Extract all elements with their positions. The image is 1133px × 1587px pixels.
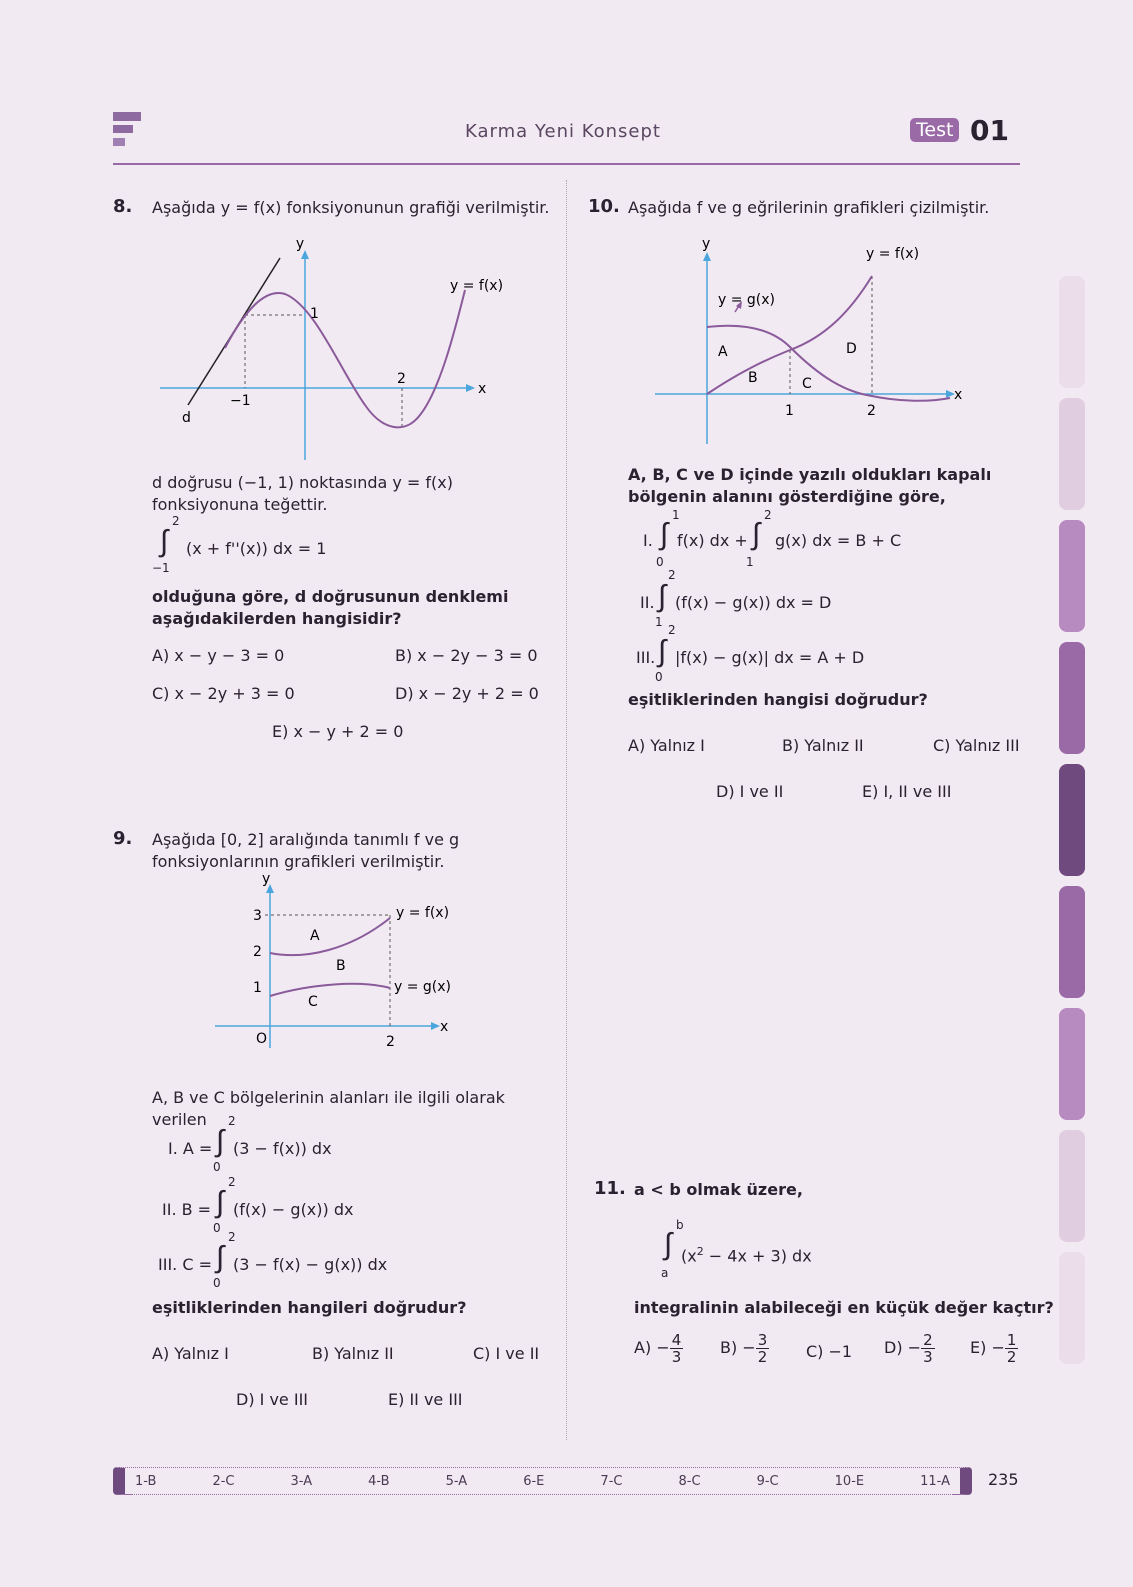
q11-upper: b xyxy=(676,1218,684,1232)
q9-option-e[interactable]: E) II ve III xyxy=(388,1390,463,1409)
q11-option-b-label: B) − xyxy=(720,1338,756,1357)
q10-option-c[interactable]: C) Yalnız III xyxy=(933,736,1020,755)
q11-stem: a < b olmak üzere, xyxy=(634,1180,803,1199)
header-title: Karma Yeni Konsept xyxy=(465,121,661,142)
q10-tick-1: 1 xyxy=(785,403,794,419)
q10-item-2-integrand: (f(x) − g(x)) dx = D xyxy=(675,593,832,612)
side-tab-3 xyxy=(1059,520,1085,632)
q10-item-3-integral: ∫ xyxy=(658,634,667,669)
q8-text1: d doğrusu (−1, 1) noktasında y = f(x) fonksiyonuna teğettir. xyxy=(152,473,454,514)
q10-item-1-i1: f(x) dx + xyxy=(677,531,748,550)
q9-item-2-upper: 2 xyxy=(228,1175,236,1189)
q10-fx-label: y = f(x) xyxy=(866,246,920,262)
q10-stem: Aşağıda f ve g eğrilerinin grafikleri çizilmiştir. xyxy=(628,198,990,217)
side-tab-6 xyxy=(1059,886,1085,998)
q11-option-d-num: 2 xyxy=(923,1331,933,1349)
side-tab-2 xyxy=(1059,398,1085,510)
q11-option-a-num: 4 xyxy=(671,1331,682,1349)
q10-region-a: A xyxy=(718,344,728,360)
q10-option-b[interactable]: B) Yalnız II xyxy=(782,736,864,755)
q10-item-2-integral: ∫ xyxy=(658,579,667,614)
q10-option-d[interactable]: D) I ve II xyxy=(716,782,784,801)
q8-option-c[interactable]: C) x − 2y + 3 = 0 xyxy=(152,684,295,703)
q8-integrand: (x + f''(x)) dx = 1 xyxy=(186,539,327,558)
q10-text1: A, B, C ve D içinde yazılı oldukları kapalı bölgenin alanını gösterdiğine göre, xyxy=(628,465,992,506)
q10-region-c: C xyxy=(802,376,812,392)
q11-option-d[interactable] xyxy=(884,1332,935,1365)
q8-number: 8. xyxy=(113,196,133,217)
q9-item-1-upper: 2 xyxy=(228,1114,236,1128)
side-tab-7 xyxy=(1059,1008,1085,1120)
q11-number: 11. xyxy=(594,1178,626,1199)
q10-question: eşitliklerinden hangisi doğrudur? xyxy=(628,690,928,709)
q9-item-1-integral: ∫ xyxy=(216,1124,225,1159)
q10-option-e[interactable]: E) I, II ve III xyxy=(862,782,952,801)
answer-5: 5-A xyxy=(445,1473,468,1489)
q11-option-a-den: 3 xyxy=(671,1348,682,1366)
q11-option-b-num: 3 xyxy=(757,1331,768,1349)
q10-item-1-l1: 0 xyxy=(656,555,664,569)
q9-graph xyxy=(210,870,460,1050)
answer-9: 9-C xyxy=(756,1473,779,1489)
q10-item-1-label: I. xyxy=(643,531,653,550)
q8-tick-minus1: −1 xyxy=(230,393,251,409)
answer-4: 4-B xyxy=(368,1473,390,1489)
q11-integrand-post: − 4x + 3) dx xyxy=(703,1246,812,1266)
q9-item-3-upper: 2 xyxy=(228,1230,236,1244)
q10-region-b: B xyxy=(748,370,758,386)
q8-graph xyxy=(150,230,550,465)
q9-item-3-lower: 0 xyxy=(213,1276,221,1290)
q11-integrand xyxy=(681,1241,812,1267)
q9-fx-label: y = f(x) xyxy=(396,905,450,921)
q9-question: eşitliklerinden hangileri doğrudur? xyxy=(152,1298,467,1317)
side-tab-5 xyxy=(1059,764,1085,876)
q10-item-2-label: II. xyxy=(640,593,655,612)
q9-x-label: x xyxy=(440,1019,449,1035)
q11-option-e-den: 2 xyxy=(1006,1348,1017,1366)
q10-item-1-integral-b: ∫ xyxy=(752,517,761,552)
q10-item-2-upper: 2 xyxy=(668,568,676,582)
q8-option-d[interactable]: D) x − 2y + 2 = 0 xyxy=(395,684,539,703)
test-number: 01 xyxy=(970,114,1009,147)
q9-option-c[interactable]: C) I ve II xyxy=(473,1344,540,1363)
q10-region-d: D xyxy=(846,341,857,357)
q11-option-a-label: A) − xyxy=(634,1338,670,1357)
q9-origin: O xyxy=(256,1031,268,1047)
q11-integrand-pre: (x xyxy=(681,1246,697,1266)
q10-item-1-l2: 1 xyxy=(746,555,754,569)
q11-option-e-label: E) − xyxy=(970,1338,1005,1357)
q11-option-b[interactable] xyxy=(720,1332,769,1365)
q9-tick-3: 3 xyxy=(253,908,262,924)
q10-tick-2: 2 xyxy=(867,403,876,419)
q9-region-b: B xyxy=(336,958,346,974)
q10-graph xyxy=(650,232,980,447)
q11-lower: a xyxy=(661,1266,669,1280)
q11-option-c[interactable] xyxy=(806,1342,852,1361)
q10-option-a[interactable]: A) Yalnız I xyxy=(628,736,705,755)
q11-option-c-label: C) −1 xyxy=(806,1342,853,1361)
q11-option-d-den: 3 xyxy=(923,1348,933,1366)
q9-item-2-integral: ∫ xyxy=(216,1185,225,1220)
side-tab-1 xyxy=(1059,276,1085,388)
q9-item-3-label: III. C = xyxy=(158,1255,212,1274)
q9-region-a: A xyxy=(310,928,320,944)
q8-option-a[interactable]: A) x − y − 3 = 0 xyxy=(152,646,285,665)
q10-item-3-label: III. xyxy=(636,648,656,667)
q10-item-3-integrand: |f(x) − g(x)| dx = A + D xyxy=(675,648,865,667)
q10-x-label: x xyxy=(954,387,963,403)
q8-d-label: d xyxy=(182,410,191,426)
q10-item-3-upper: 2 xyxy=(668,623,676,637)
q9-item-1-integrand: (3 − f(x)) dx xyxy=(233,1139,332,1158)
q10-y-label: y xyxy=(702,236,711,252)
q8-option-e[interactable]: E) x − y + 2 = 0 xyxy=(272,722,404,741)
q8-stem: Aşağıda y = f(x) fonksiyonunun grafiği verilmiştir. xyxy=(152,198,550,217)
q8-question: olduğuna göre, d doğrusunun denklemi aşağıdakilerden hangisidir? xyxy=(152,587,509,628)
q11-question: integralinin alabileceği en küçük değer kaçtır? xyxy=(634,1298,1054,1317)
q9-item-2-lower: 0 xyxy=(213,1221,221,1235)
answer-2: 2-C xyxy=(212,1473,235,1489)
q9-option-b[interactable]: B) Yalnız II xyxy=(312,1344,394,1363)
q8-tick-2: 2 xyxy=(397,371,406,387)
q10-item-1-integral-a: ∫ xyxy=(660,517,669,552)
q10-item-1-i2: g(x) dx = B + C xyxy=(775,531,902,550)
answer-6: 6-E xyxy=(523,1473,545,1489)
q11-integral: ∫ xyxy=(664,1227,673,1262)
answer-key-bar xyxy=(113,1467,972,1495)
q9-item-3-integral: ∫ xyxy=(216,1240,225,1275)
q8-tick-1: 1 xyxy=(310,306,319,322)
q8-integral-sign: ∫ xyxy=(160,524,169,559)
q9-item-2-label: II. B = xyxy=(162,1200,212,1219)
q10-item-1-u1: 1 xyxy=(672,508,680,522)
q9-stem: Aşağıda [0, 2] aralığında tanımlı f ve g fonksiyonlarının grafikleri verilmiştir. xyxy=(152,830,460,871)
q8-fx-label: y = f(x) xyxy=(450,278,504,294)
page-number: 235 xyxy=(988,1470,1019,1489)
q8-option-b[interactable]: B) x − 2y − 3 = 0 xyxy=(395,646,538,665)
q9-y-label: y xyxy=(262,871,271,887)
answer-3: 3-A xyxy=(290,1473,313,1489)
q8-x-label: x xyxy=(478,381,487,397)
q10-item-2-lower: 1 xyxy=(655,615,663,629)
q8-int-upper: 2 xyxy=(172,514,180,528)
q10-item-3-lower: 0 xyxy=(655,670,663,684)
q9-tick-2x: 2 xyxy=(386,1034,395,1050)
side-tab-9 xyxy=(1059,1252,1085,1364)
answer-11: 11-A xyxy=(920,1473,950,1489)
q9-item-2-integrand: (f(x) − g(x)) dx xyxy=(233,1200,354,1219)
q9-number: 9. xyxy=(113,828,133,849)
q9-item-1-label: I. A = xyxy=(168,1139,213,1158)
q11-option-b-den: 2 xyxy=(757,1348,768,1366)
q9-tick-1: 1 xyxy=(253,980,262,996)
q9-text1: A, B ve C bölgelerinin alanları ile ilgili olarak verilen xyxy=(152,1088,505,1129)
q11-option-d-label: D) − xyxy=(884,1338,922,1357)
q10-gx-label: y = g(x) xyxy=(718,292,776,308)
q9-item-1-lower: 0 xyxy=(213,1160,221,1174)
header-rule xyxy=(113,163,1020,165)
logo-icon xyxy=(113,112,141,152)
q9-item-3-integrand: (3 − f(x) − g(x)) dx xyxy=(233,1255,388,1274)
answer-8: 8-C xyxy=(678,1473,701,1489)
side-tab-8 xyxy=(1059,1130,1085,1242)
q9-option-a[interactable]: A) Yalnız I xyxy=(152,1344,229,1363)
q11-option-a[interactable] xyxy=(634,1332,683,1365)
q9-gx-label: y = g(x) xyxy=(394,979,452,995)
q9-region-c: C xyxy=(308,994,318,1010)
side-tab-4 xyxy=(1059,642,1085,754)
q10-number: 10. xyxy=(588,196,620,217)
column-divider xyxy=(566,180,567,1440)
q10-item-1-u2: 2 xyxy=(764,508,772,522)
answer-10: 10-E xyxy=(834,1473,865,1489)
q8-y-label: y xyxy=(295,236,305,252)
q9-tick-2y: 2 xyxy=(253,944,262,960)
answer-1: 1-B xyxy=(135,1473,157,1489)
answer-7: 7-C xyxy=(600,1473,623,1489)
test-badge: Test xyxy=(910,118,959,142)
q8-int-lower: −1 xyxy=(152,561,170,575)
q11-option-e-num: 1 xyxy=(1006,1331,1017,1349)
q11-option-e[interactable] xyxy=(970,1332,1018,1365)
q11-integrand-sup: 2 xyxy=(696,1245,704,1258)
q9-option-d[interactable]: D) I ve III xyxy=(236,1390,309,1409)
